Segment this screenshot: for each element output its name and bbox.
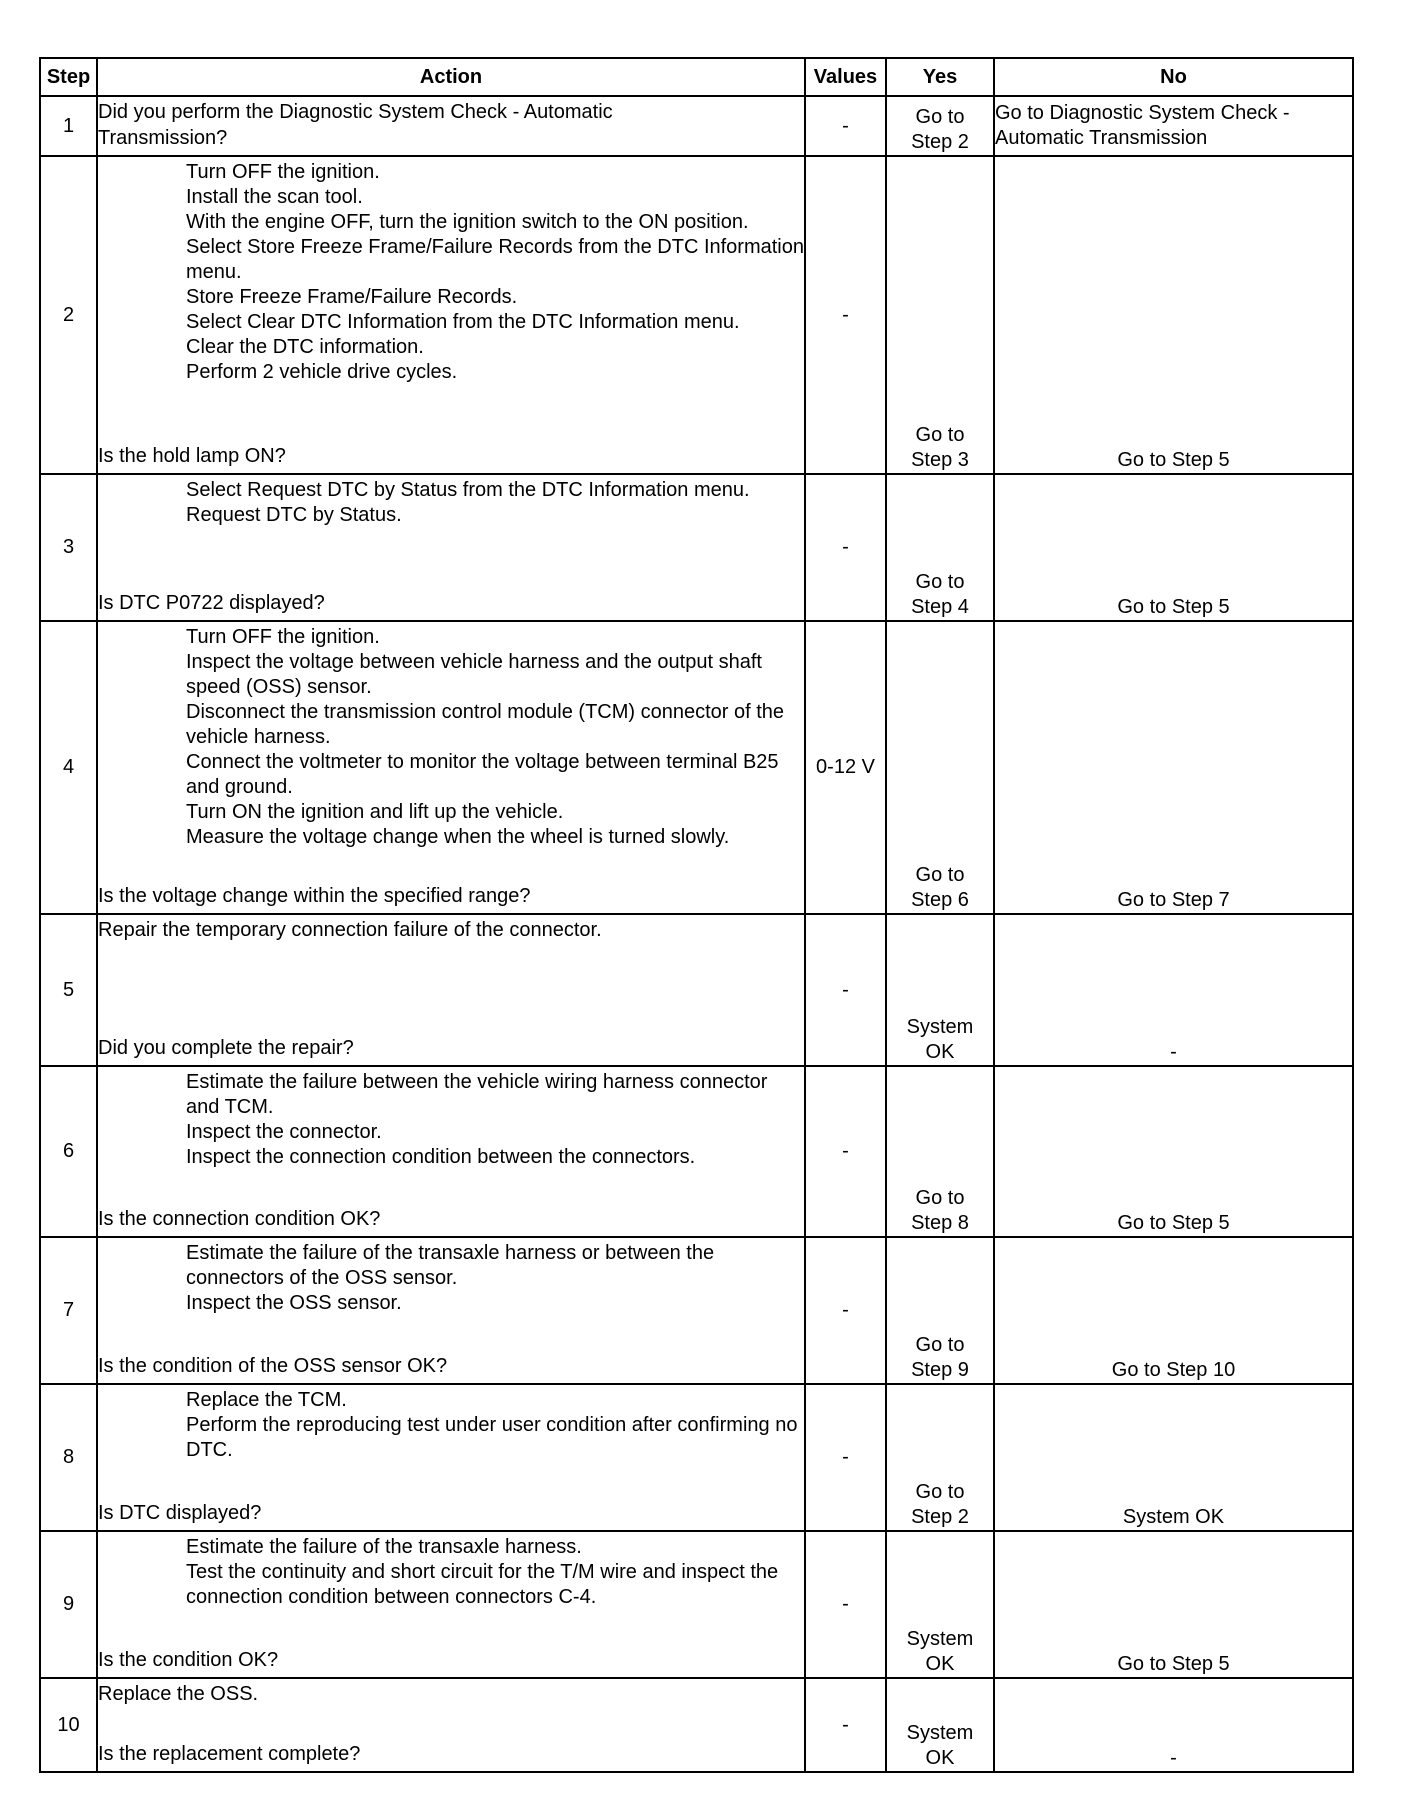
action-item: Inspect the voltage between vehicle harness and the output shaft speed (OSS) sensor. xyxy=(186,651,762,698)
yes-cell xyxy=(886,1531,994,1678)
action-question: Is the condition OK? xyxy=(98,1649,279,1671)
yes-text: Go to xyxy=(915,424,965,446)
action-question: Did you complete the repair? xyxy=(98,1037,354,1059)
action-cell xyxy=(97,1531,805,1678)
yes-text: OK xyxy=(925,1653,955,1675)
table-row xyxy=(40,96,1353,156)
table-row xyxy=(40,1531,1353,1678)
values-cell: - xyxy=(805,96,886,156)
yes-text: Go to xyxy=(915,571,965,593)
table-row xyxy=(40,1384,1353,1531)
action-question: Is the replacement complete? xyxy=(98,1743,361,1765)
action-cell xyxy=(97,96,805,156)
action-item: Estimate the failure between the vehicle wiring harness connector and TCM. xyxy=(186,1071,768,1118)
no-cell: System OK xyxy=(994,1384,1353,1531)
action-item: Inspect the connector. xyxy=(186,1121,382,1143)
action-item: Estimate the failure of the transaxle harness or between the connectors of the OSS sensor. xyxy=(186,1242,715,1289)
table-row xyxy=(40,1678,1353,1772)
values-cell: - xyxy=(805,1531,886,1678)
action-cell xyxy=(97,621,805,914)
action-cell xyxy=(97,156,805,474)
action-item: With the engine OFF, turn the ignition switch to the ON position. xyxy=(186,211,749,233)
no-cell: - xyxy=(994,1678,1353,1772)
no-cell: Go to Step 5 xyxy=(994,1531,1353,1678)
yes-cell xyxy=(886,1066,994,1237)
table-row xyxy=(40,156,1353,474)
values-cell: - xyxy=(805,1066,886,1237)
action-item: Request DTC by Status. xyxy=(186,504,402,526)
action-question: Is DTC P0722 displayed? xyxy=(98,592,325,614)
action-question: Is DTC displayed? xyxy=(98,1502,262,1524)
values-cell: - xyxy=(805,156,886,474)
step-number: 2 xyxy=(40,156,97,474)
action-item: Connect the voltmeter to monitor the voltage between terminal B25 and ground. xyxy=(186,751,779,798)
action-question: Is the voltage change within the specified range? xyxy=(98,885,531,907)
yes-cell xyxy=(886,156,994,474)
action-item: Estimate the failure of the transaxle harness. xyxy=(186,1536,582,1558)
step-number: 8 xyxy=(40,1384,97,1531)
action-item: Did you perform the Diagnostic System Check - Automatic xyxy=(98,101,613,123)
no-cell: Go to Step 5 xyxy=(994,1066,1353,1237)
yes-text: Step 4 xyxy=(911,596,969,618)
action-item: Replace the OSS. xyxy=(98,1683,259,1705)
action-cell xyxy=(97,1678,805,1772)
step-number: 10 xyxy=(40,1678,97,1772)
values-cell: - xyxy=(805,914,886,1066)
action-item: Store Freeze Frame/Failure Records. xyxy=(186,286,518,308)
table-row xyxy=(40,1237,1353,1384)
step-number: 9 xyxy=(40,1531,97,1678)
no-cell: Go to Step 10 xyxy=(994,1237,1353,1384)
action-question: Is the condition of the OSS sensor OK? xyxy=(98,1355,448,1377)
yes-cell xyxy=(886,914,994,1066)
yes-text: Go to xyxy=(915,1334,965,1356)
header-yes: Yes xyxy=(886,58,994,96)
yes-text: System xyxy=(906,1722,974,1744)
yes-text: OK xyxy=(925,1041,955,1063)
yes-text: Step 2 xyxy=(911,131,969,153)
yes-text: Go to xyxy=(915,1187,965,1209)
no-cell: Go to Step 5 xyxy=(994,474,1353,621)
yes-text: Go to xyxy=(915,106,965,128)
table-row xyxy=(40,914,1353,1066)
values-cell: - xyxy=(805,1384,886,1531)
table-row xyxy=(40,474,1353,621)
action-item: Clear the DTC information. xyxy=(186,336,424,358)
action-item: Turn OFF the ignition. xyxy=(186,161,380,183)
no-cell: Go to Diagnostic System Check - Automatic Transmission xyxy=(994,96,1353,156)
yes-text: Step 6 xyxy=(911,889,969,911)
table-row xyxy=(40,1066,1353,1237)
action-item: Measure the voltage change when the wheel is turned slowly. xyxy=(186,826,730,848)
step-number: 4 xyxy=(40,621,97,914)
action-item: Install the scan tool. xyxy=(186,186,363,208)
action-item: Turn OFF the ignition. xyxy=(186,626,380,648)
action-item: Select Request DTC by Status from the DTC Information menu. xyxy=(186,479,750,501)
yes-text: OK xyxy=(925,1747,955,1769)
action-item: Perform 2 vehicle drive cycles. xyxy=(186,361,458,383)
header-step: Step xyxy=(40,58,97,96)
header-no: No xyxy=(994,58,1353,96)
action-question: Is the connection condition OK? xyxy=(98,1208,381,1230)
step-number: 3 xyxy=(40,474,97,621)
action-cell xyxy=(97,1066,805,1237)
diagnostic-table xyxy=(39,57,1354,1773)
yes-cell xyxy=(886,96,994,156)
yes-cell xyxy=(886,1384,994,1531)
yes-cell xyxy=(886,1237,994,1384)
action-question: Transmission? xyxy=(98,127,228,149)
header-values: Values xyxy=(805,58,886,96)
yes-cell xyxy=(886,474,994,621)
yes-cell xyxy=(886,621,994,914)
action-item: Disconnect the transmission control module (TCM) connector of the vehicle harness. xyxy=(186,701,785,748)
action-item: Repair the temporary connection failure of the connector. xyxy=(98,919,602,941)
yes-cell xyxy=(886,1678,994,1772)
yes-text: Step 8 xyxy=(911,1212,969,1234)
yes-text: System xyxy=(906,1016,974,1038)
no-cell: Go to Step 5 xyxy=(994,156,1353,474)
step-number: 6 xyxy=(40,1066,97,1237)
values-cell: - xyxy=(805,1237,886,1384)
action-question: Is the hold lamp ON? xyxy=(98,445,286,467)
header-action: Action xyxy=(97,58,805,96)
action-item: Perform the reproducing test under user condition after confirming no DTC. xyxy=(186,1414,798,1461)
action-cell xyxy=(97,1237,805,1384)
action-cell xyxy=(97,474,805,621)
action-cell xyxy=(97,914,805,1066)
step-number: 1 xyxy=(40,96,97,156)
yes-text: System xyxy=(906,1628,974,1650)
yes-text: Step 9 xyxy=(911,1359,969,1381)
action-item: Select Clear DTC Information from the DTC Information menu. xyxy=(186,311,740,333)
yes-text: Go to xyxy=(915,864,965,886)
action-item: Replace the TCM. xyxy=(186,1389,347,1411)
action-cell xyxy=(97,1384,805,1531)
no-cell: - xyxy=(994,914,1353,1066)
yes-text: Step 3 xyxy=(911,449,969,471)
action-item: Inspect the OSS sensor. xyxy=(186,1292,402,1314)
yes-text: Step 2 xyxy=(911,1506,969,1528)
step-number: 5 xyxy=(40,914,97,1066)
header-row xyxy=(40,58,1353,96)
values-cell: - xyxy=(805,474,886,621)
action-item: Select Store Freeze Frame/Failure Records from the DTC Information menu. xyxy=(186,236,804,283)
no-cell: Go to Step 7 xyxy=(994,621,1353,914)
table-row xyxy=(40,621,1353,914)
values-cell: 0-12 V xyxy=(805,621,886,914)
action-item: Turn ON the ignition and lift up the vehicle. xyxy=(186,801,564,823)
yes-text: Go to xyxy=(915,1481,965,1503)
values-cell: - xyxy=(805,1678,886,1772)
action-item: Test the continuity and short circuit for the T/M wire and inspect the connection condition between connectors C-4. xyxy=(186,1561,779,1608)
step-number: 7 xyxy=(40,1237,97,1384)
action-item: Inspect the connection condition between the connectors. xyxy=(186,1146,696,1168)
